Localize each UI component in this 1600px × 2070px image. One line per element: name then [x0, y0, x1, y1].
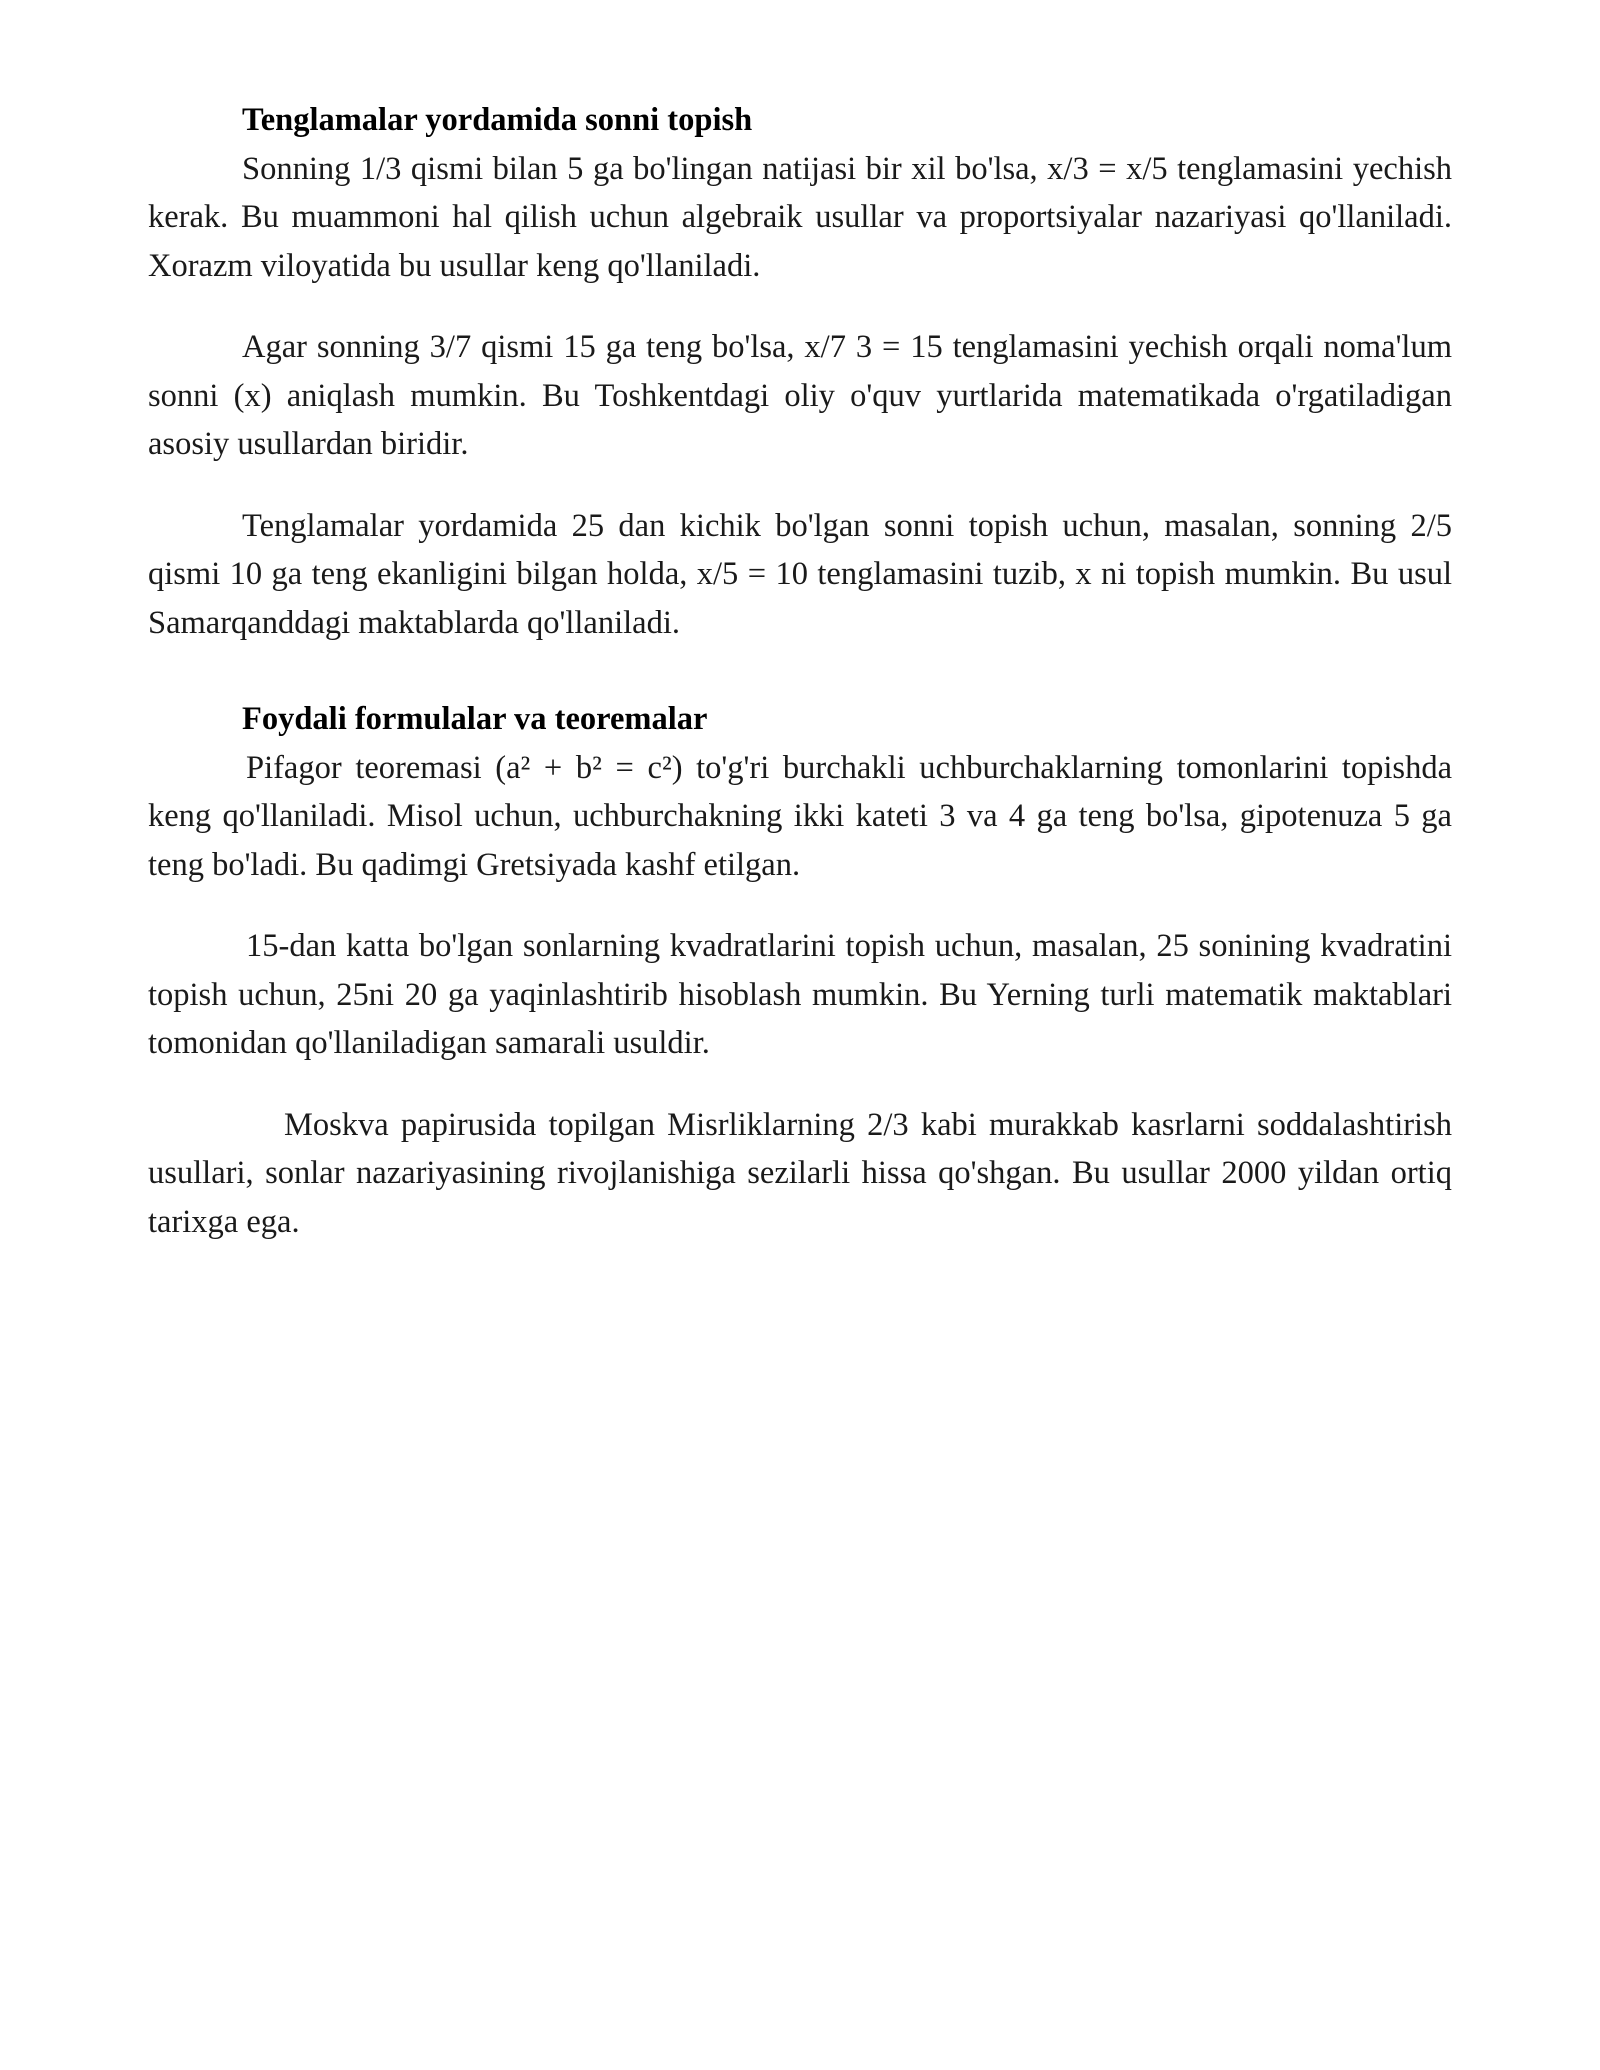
document-body — [148, 96, 1452, 1246]
section-heading-formulas: Foydali formulalar va teoremalar — [242, 701, 708, 737]
section-heading-equations: Tenglamalar yordamida sonni topish — [242, 102, 753, 138]
paragraph-formulas-1: Pifagor teoremasi (a² + b² = c²) to'g'ri burchakli uchburchaklarning tomonlarini topishda keng qo'llaniladi. Misol uchun, uchburchakning ikki kateti 3 va 4 ga teng bo'lsa, gipotenuza 5 ga teng bo'ladi. Bu qadimgi Gretsiyada kashf etilgan. — [148, 749, 1452, 883]
paragraph-formulas-3: Moskva papirusida topilgan Misrliklarning 2/3 kabi murakkab kasrlarni soddalashtirish usullari, sonlar nazariyasining rivojlanishiga sezilarli hissa qo'shgan. Bu usullar 2000 yildan ortiq tarixga ega. — [148, 1106, 1452, 1240]
paragraph-equations-2: Agar sonning 3/7 qismi 15 ga teng bo'lsa, x/7 3 = 15 tenglamasini yechish orqali noma'lum sonni (x) aniqlash mumkin. Bu Toshkentdagi oliy o'quv yurtlarida matematikada o'rgatiladigan asosiy usullardan biridir. — [148, 329, 1452, 462]
paragraph-formulas-2: 15-dan katta bo'lgan sonlarning kvadratlarini topish uchun, masalan, 25 sonining kvadratini topish uchun, 25ni 20 ga yaqinlashtirib hisoblash mumkin. Bu Yerning turli matematik maktablari tomonidan qo'llaniladigan samarali usuldir. — [148, 928, 1452, 1061]
paragraph-equations-1: Sonning 1/3 qismi bilan 5 ga bo'lingan natijasi bir xil bo'lsa, x/3 = x/5 tenglamasini yechish kerak. Bu muammoni hal qilish uchun algebraik usullar va proportsiyalar nazariyasi qo'llaniladi. Xorazm viloyatida bu usullar keng qo'llaniladi. — [148, 150, 1452, 284]
paragraph-equations-3: Tenglamalar yordamida 25 dan kichik bo'lgan sonni topish uchun, masalan, sonning 2/5 qismi 10 ga teng ekanligini bilgan holda, x/5 = 10 tenglamasini tuzib, x ni topish mumkin. Bu usul Samarqanddagi maktablarda qo'llaniladi. — [148, 507, 1452, 641]
